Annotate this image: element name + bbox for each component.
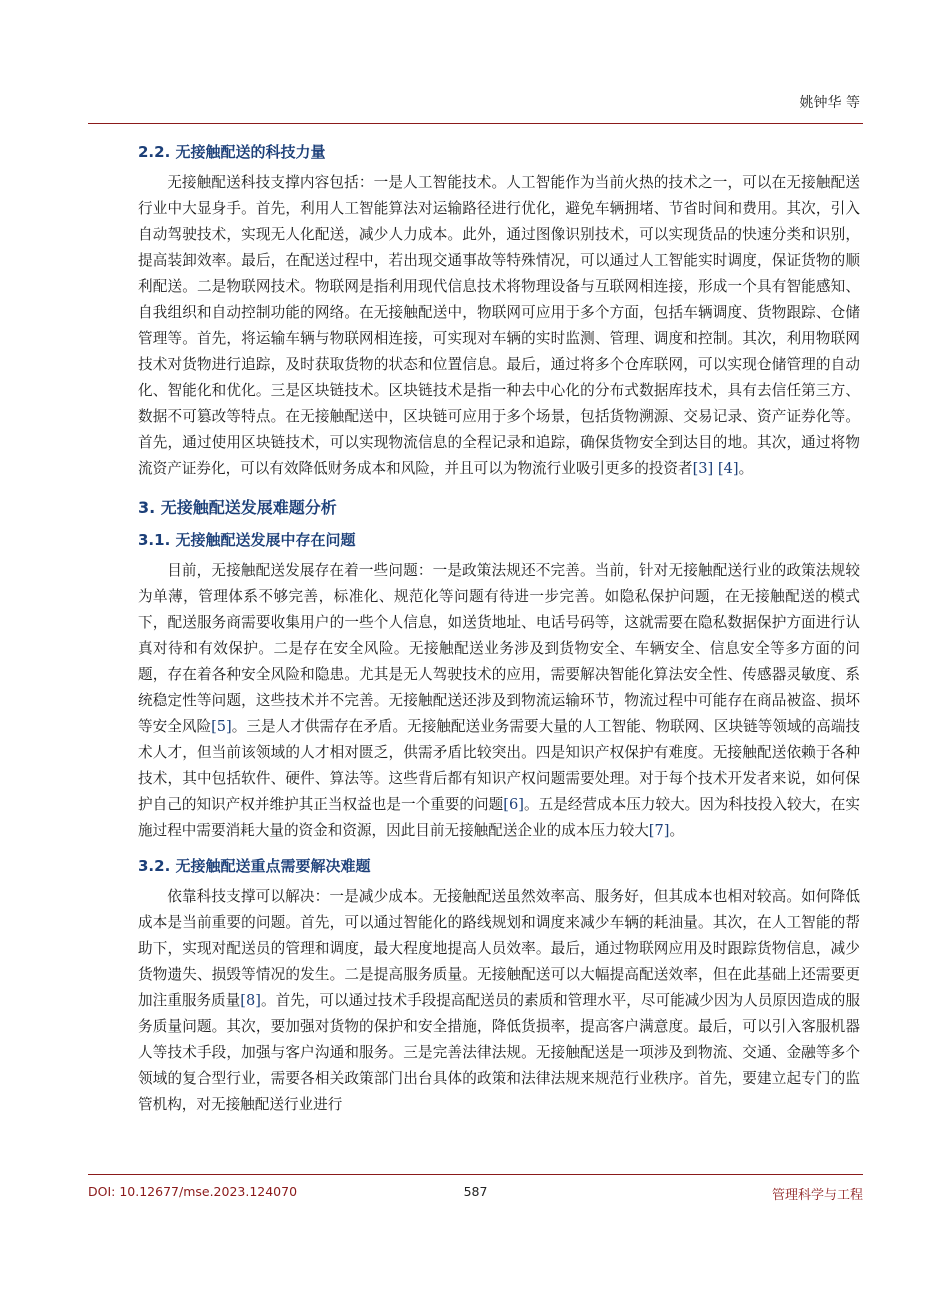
section-3-1-paragraph — [138, 558, 860, 844]
section-2-2-paragraph — [138, 170, 860, 482]
paragraph-text: 。 — [669, 822, 685, 839]
citation-link[interactable]: [3] [4] — [692, 460, 739, 477]
citation-link[interactable]: [8] — [240, 992, 261, 1009]
paragraph-text: 。五是经营成本压力较大。因为科技投入较大，在实施过程中需要消耗大量的资金和资源，因此目前无接触配送企业的成本压力较大 — [138, 796, 860, 839]
header-divider — [88, 123, 863, 124]
citation-link[interactable]: [6] — [503, 796, 524, 813]
paragraph-text: 。三是人才供需存在矛盾。无接触配送业务需要大量的人工智能、物联网、区块链等领域的高端技术人才，但当前该领域的人才相对匮乏，供需矛盾比较突出。四是知识产权保护有难度。无接触配送依赖于各种技术，其中包括软件、硬件、算法等。这些背后都有知识产权问题需要处理。对于每个技术开发者来说，如何保护自己的知识产权并维护其正当权益也是一个重要的问题 — [138, 718, 860, 813]
page-number: 587 — [463, 1184, 488, 1199]
page-footer — [88, 1184, 863, 1204]
doi-link[interactable]: DOI: 10.12677/mse.2023.124070 — [88, 1184, 298, 1199]
citation-link[interactable]: [5] — [211, 718, 232, 735]
journal-name: 管理科学与工程 — [771, 1188, 863, 1203]
citation-link[interactable]: [7] — [648, 822, 670, 839]
paragraph-text: 依靠科技支撑可以解决：一是减少成本。无接触配送虽然效率高、服务好，但其成本也相对较高。如何降低成本是当前重要的问题。首先，可以通过智能化的路线规划和调度来减少车辆的耗油量。其次，在人工智能的帮助下，实现对配送员的管理和调度，最大程度地提高人员效率。最后，通过物联网应用及时跟踪货物信息，减少货物遗失、损毁等情况的发生。二是提高服务质量。无接触配送可以大幅提高配送效率，但在此基础上还需要更加注重服务质量 — [138, 888, 860, 1009]
paragraph-text: 。 — [738, 460, 754, 477]
running-header-author: 姚钟华 等 — [799, 95, 860, 111]
section-3-1-heading: 3.1. 无接触配送发展中存在问题 — [138, 531, 356, 549]
section-2-2-heading: 2.2. 无接触配送的科技力量 — [138, 143, 326, 161]
section-3-2-paragraph — [138, 884, 860, 1118]
section-3-heading: 3. 无接触配送发展难题分析 — [138, 498, 337, 517]
section-3-2-heading: 3.2. 无接触配送重点需要解决难题 — [138, 857, 371, 875]
paragraph-text: 。首先，可以通过技术手段提高配送员的素质和管理水平，尽可能减少因为人员原因造成的服务质量问题。其次，要加强对货物的保护和安全措施，降低货损率，提高客户满意度。最后，可以引入客服机器人等技术手段，加强与客户沟通和服务。三是完善法律法规。无接触配送是一项涉及到物流、交通、金融等多个领域的复合型行业，需要各相关政策部门出台具体的政策和法律法规来规范行业秩序。首先，要建立起专门的监管机构，对无接触配送行业进行 — [138, 992, 860, 1113]
paragraph-text: 目前，无接触配送发展存在着一些问题：一是政策法规还不完善。当前，针对无接触配送行业的政策法规较为单薄，管理体系不够完善，标准化、规范化等问题有待进一步完善。如隐私保护问题，在无接触配送的模式下，配送服务商需要收集用户的一些个人信息，如送货地址、电话号码等，这就需要在隐私数据保护方面进行认真对待和有效保护。二是存在安全风险。无接触配送业务涉及到货物安全、车辆安全、信息安全等多方面的问题，存在着各种安全风险和隐患。尤其是无人驾驶技术的应用，需要解决智能化算法安全性、传感器灵敏度、系统稳定性等问题，这些技术并不完善。无接触配送还涉及到物流运输环节，物流过程中可能存在商品被盗、损坏等安全风险 — [138, 562, 860, 735]
footer-divider — [88, 1174, 863, 1175]
paragraph-text: 无接触配送科技支撑内容包括：一是人工智能技术。人工智能作为当前火热的技术之一，可以在无接触配送行业中大显身手。首先，利用人工智能算法对运输路径进行优化，避免车辆拥堵、节省时间和费用。其次，引入自动驾驶技术，实现无人化配送，减少人力成本。此外，通过图像识别技术，可以实现货品的快速分类和识别，提高装卸效率。最后，在配送过程中，若出现交通事故等特殊情况，可以通过人工智能实时调度，保证货物的顺利配送。二是物联网技术。物联网是指利用现代信息技术将物理设备与互联网相连接，形成一个具有智能感知、自我组织和自动控制功能的网络。在无接触配送中，物联网可应用于多个方面，包括车辆调度、货物跟踪、仓储管理等。首先，将运输车辆与物联网相连接，可实现对车辆的实时监测、管理、调度和控制。其次，利用物联网技术对货物进行追踪，及时获取货物的状态和位置信息。最后，通过将多个仓库联网，可以实现仓储管理的自动化、智能化和优化。三是区块链技术。区块链技术是指一种去中心化的分布式数据库技术，具有去信任第三方、数据不可篡改等特点。在无接触配送中，区块链可应用于多个场景，包括货物溯源、交易记录、资产证券化等。首先，通过使用区块链技术，可以实现物流信息的全程记录和追踪，确保货物安全到达目的地。其次，通过将物流资产证券化，可以有效降低财务成本和风险，并且可以为物流行业吸引更多的投资者 — [138, 174, 860, 477]
article-body — [138, 138, 860, 1118]
